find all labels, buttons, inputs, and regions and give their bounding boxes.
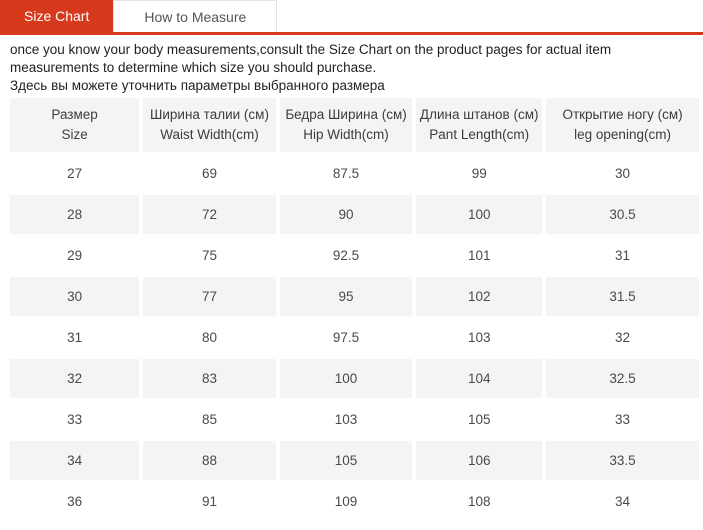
table-cell: 32 — [546, 318, 699, 357]
column-header — [280, 98, 413, 152]
table-cell: 97.5 — [280, 318, 413, 357]
table-cell: 91 — [143, 482, 276, 521]
table-cell: 69 — [143, 154, 276, 193]
size-table — [6, 96, 703, 523]
table-cell: 87.5 — [280, 154, 413, 193]
table-cell: 34 — [546, 482, 699, 521]
table-cell: 31 — [546, 236, 699, 275]
tab-size-chart[interactable]: Size Chart — [0, 0, 113, 32]
table-cell: 83 — [143, 359, 276, 398]
column-header — [143, 98, 276, 152]
column-header-english: Pant Length(cm) — [429, 127, 530, 143]
column-header — [416, 98, 542, 152]
table-cell: 108 — [416, 482, 542, 521]
column-header-russian: Бедра Ширина (см) — [285, 106, 407, 122]
column-header — [546, 98, 699, 152]
table-cell: 32 — [10, 359, 139, 398]
size-table-body — [10, 154, 699, 521]
table-cell: 77 — [143, 277, 276, 316]
column-header-english: Size — [61, 127, 88, 143]
size-table-head — [10, 98, 699, 152]
table-cell: 85 — [143, 400, 276, 439]
table-cell: 72 — [143, 195, 276, 234]
intro-text — [10, 41, 703, 94]
column-header-english: Hip Width(cm) — [303, 127, 389, 143]
table-cell: 34 — [10, 441, 139, 480]
table-cell: 103 — [416, 318, 542, 357]
table-row — [10, 236, 699, 275]
tab-bar — [0, 0, 703, 35]
table-cell: 29 — [10, 236, 139, 275]
table-cell: 90 — [280, 195, 413, 234]
table-cell: 100 — [416, 195, 542, 234]
table-cell: 33 — [10, 400, 139, 439]
table-cell: 88 — [143, 441, 276, 480]
table-cell: 109 — [280, 482, 413, 521]
table-cell: 27 — [10, 154, 139, 193]
table-row — [10, 195, 699, 234]
intro-text-russian: Здесь вы можете уточнить параметры выбранного размера — [10, 77, 385, 93]
table-cell: 101 — [416, 236, 542, 275]
header-row — [10, 98, 699, 152]
table-row — [10, 482, 699, 521]
table-cell: 100 — [280, 359, 413, 398]
table-row — [10, 400, 699, 439]
table-cell: 33 — [546, 400, 699, 439]
table-cell: 105 — [280, 441, 413, 480]
table-cell: 99 — [416, 154, 542, 193]
table-cell: 80 — [143, 318, 276, 357]
table-cell: 30 — [546, 154, 699, 193]
table-cell: 30.5 — [546, 195, 699, 234]
table-row — [10, 277, 699, 316]
table-cell: 106 — [416, 441, 542, 480]
intro-text-english: once you know your body measurements,consult the Size Chart on the product pages for actual item measurements to determine which size you should purchase. — [10, 42, 612, 75]
table-cell: 102 — [416, 277, 542, 316]
column-header — [10, 98, 139, 152]
table-row — [10, 154, 699, 193]
table-cell: 31 — [10, 318, 139, 357]
table-cell: 31.5 — [546, 277, 699, 316]
table-cell: 36 — [10, 482, 139, 521]
table-cell: 95 — [280, 277, 413, 316]
table-cell: 32.5 — [546, 359, 699, 398]
table-cell: 33.5 — [546, 441, 699, 480]
column-header-russian: Ширина талии (см) — [149, 106, 269, 122]
table-cell: 75 — [143, 236, 276, 275]
table-cell: 30 — [10, 277, 139, 316]
table-row — [10, 441, 699, 480]
column-header-english: leg opening(cm) — [574, 127, 671, 143]
table-cell: 105 — [416, 400, 542, 439]
table-row — [10, 318, 699, 357]
table-cell: 28 — [10, 195, 139, 234]
table-cell: 104 — [416, 359, 542, 398]
table-row — [10, 359, 699, 398]
column-header-russian: Размер — [51, 106, 98, 122]
table-cell: 103 — [280, 400, 413, 439]
tab-how-to-measure[interactable]: How to Measure — [113, 0, 277, 32]
column-header-english: Waist Width(cm) — [160, 127, 259, 143]
column-header-russian: Открытие ногу (см) — [562, 106, 683, 122]
column-header-russian: Длина штанов (см) — [419, 106, 539, 122]
table-cell: 92.5 — [280, 236, 413, 275]
